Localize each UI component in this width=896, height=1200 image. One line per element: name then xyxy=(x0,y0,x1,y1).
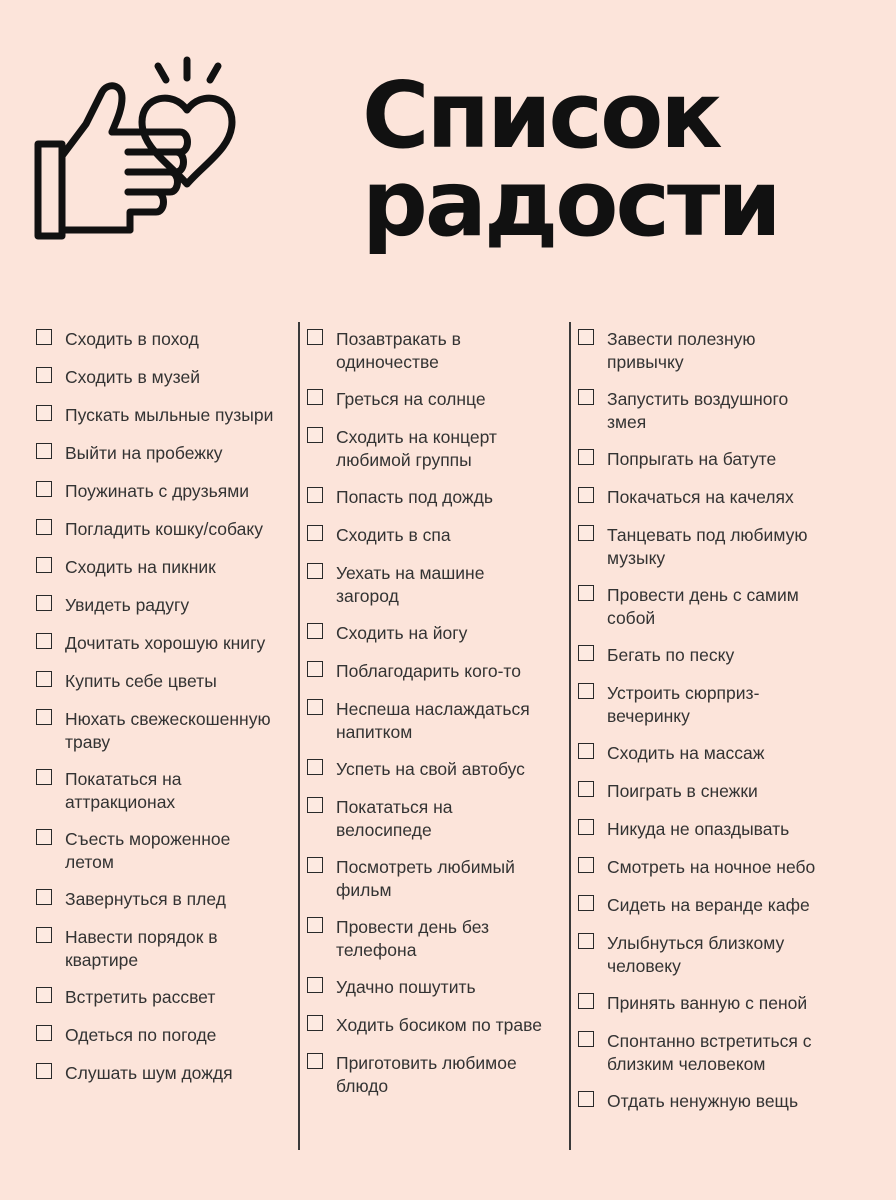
checklist-item-label xyxy=(65,442,223,465)
checkbox[interactable] xyxy=(578,645,594,661)
checkbox[interactable] xyxy=(307,857,323,873)
checkbox[interactable] xyxy=(307,797,323,813)
checkbox[interactable] xyxy=(578,487,594,503)
checklist-item-label xyxy=(65,670,217,693)
checklist-item[interactable] xyxy=(578,856,815,879)
label-line: Успеть на свой автобус xyxy=(336,759,525,779)
checkbox[interactable] xyxy=(36,557,52,573)
label-line: аттракционах xyxy=(65,791,176,812)
label-line: напитком xyxy=(336,721,413,742)
checklist-item[interactable] xyxy=(578,328,756,373)
label-line: Сходить в поход xyxy=(65,329,199,349)
label-line: Поиграть в снежки xyxy=(607,781,758,801)
label-line: Устроить сюрприз- xyxy=(607,683,760,703)
checklist-item[interactable] xyxy=(578,448,776,471)
checkbox[interactable] xyxy=(307,623,323,639)
checklist-item[interactable] xyxy=(307,916,489,961)
checklist-item-label xyxy=(336,328,461,373)
checklist-item-label xyxy=(336,486,493,509)
checklist-item[interactable] xyxy=(578,1090,798,1113)
checklist-item-label xyxy=(336,1052,517,1097)
checklist-item-label xyxy=(65,328,199,351)
checklist-item-label xyxy=(65,366,200,389)
label-line: Поужинать с друзьями xyxy=(65,481,250,501)
label-line: человеку xyxy=(607,955,681,976)
checklist-item[interactable] xyxy=(36,594,189,617)
label-line: Удачно пошутить xyxy=(336,977,476,997)
checkbox[interactable] xyxy=(578,1091,594,1107)
checklist-item[interactable] xyxy=(307,426,497,471)
checklist-item-label xyxy=(336,758,525,781)
checkbox[interactable] xyxy=(36,405,52,421)
checklist-item-label xyxy=(336,388,486,411)
checklist-item[interactable] xyxy=(578,682,759,727)
checkbox[interactable] xyxy=(578,683,594,699)
checkbox[interactable] xyxy=(36,709,52,725)
checklist-item-label xyxy=(607,682,759,727)
checkbox[interactable] xyxy=(578,993,594,1009)
checkbox[interactable] xyxy=(307,1053,323,1069)
thumbs-up-heart-icon xyxy=(30,52,250,252)
label-line: Провести день с самим xyxy=(607,585,799,605)
label-line: одиночестве xyxy=(336,351,439,372)
label-line: Провести день без xyxy=(336,917,490,937)
label-line: Попасть под дождь xyxy=(336,487,493,507)
label-line: Купить себе цветы xyxy=(65,671,217,691)
checklist-item[interactable] xyxy=(307,524,451,547)
checkbox[interactable] xyxy=(578,389,594,405)
checkbox[interactable] xyxy=(578,895,594,911)
label-line: квартире xyxy=(65,949,139,970)
label-line: Греться на солнце xyxy=(336,389,486,409)
checkbox[interactable] xyxy=(307,487,323,503)
checklist-item[interactable] xyxy=(307,562,484,607)
checkbox[interactable] xyxy=(36,987,52,1003)
checklist-item-label xyxy=(65,632,265,655)
checklist-item-label xyxy=(65,888,226,911)
checklist-item-label xyxy=(336,426,497,471)
label-line: любимой группы xyxy=(336,449,472,470)
column-divider-1 xyxy=(298,322,300,1150)
label-line: Пускать мыльные пузыри xyxy=(65,405,274,425)
label-line: Завести полезную xyxy=(607,329,756,349)
checkbox[interactable] xyxy=(36,443,52,459)
checkbox[interactable] xyxy=(36,481,52,497)
checklist-item-label xyxy=(336,856,515,901)
checklist-item[interactable] xyxy=(36,480,249,503)
label-line: привычку xyxy=(607,351,684,372)
checklist-item-label xyxy=(336,698,530,743)
checklist-item[interactable] xyxy=(578,992,807,1015)
checkbox[interactable] xyxy=(578,585,594,601)
checklist-item[interactable] xyxy=(307,486,493,509)
checklist-item-label xyxy=(607,1090,798,1113)
checklist-item-label xyxy=(336,622,467,645)
checklist-item-label xyxy=(607,932,784,977)
label-line: Одеться по погоде xyxy=(65,1025,217,1045)
checklist-item-label xyxy=(607,1030,812,1075)
checklist-item[interactable] xyxy=(578,780,758,803)
checklist-item-label xyxy=(65,480,249,503)
checklist-item-label xyxy=(607,524,807,569)
checklist-item-label xyxy=(336,660,521,683)
checklist-item-label xyxy=(336,1014,542,1037)
checklist-item[interactable] xyxy=(36,670,217,693)
label-line: Танцевать под любимую xyxy=(607,525,808,545)
label-line: Уехать на машине xyxy=(336,563,485,583)
label-line: змея xyxy=(607,411,647,432)
label-line: Запустить воздушного xyxy=(607,389,789,409)
checklist-item-label xyxy=(336,796,452,841)
label-line: Сходить на пикник xyxy=(65,557,216,577)
label-line: Навести порядок в xyxy=(65,927,218,947)
label-line: Выйти на пробежку xyxy=(65,443,223,463)
label-line: Попрыгать на батуте xyxy=(607,449,777,469)
checklist-item[interactable] xyxy=(578,1030,812,1075)
checklist-item[interactable] xyxy=(307,698,530,743)
checklist-item[interactable] xyxy=(578,584,799,629)
checkbox[interactable] xyxy=(307,427,323,443)
label-line: близким человеком xyxy=(607,1053,766,1074)
checkbox[interactable] xyxy=(578,933,594,949)
label-line: велосипеде xyxy=(336,819,432,840)
label-line: блюдо xyxy=(336,1075,389,1096)
checklist-item[interactable] xyxy=(36,556,216,579)
checklist-item-label xyxy=(607,894,810,917)
checkbox[interactable] xyxy=(307,759,323,775)
checklist-item-label xyxy=(607,992,807,1015)
checklist-item[interactable] xyxy=(307,388,486,411)
checklist-item-label xyxy=(65,518,263,541)
checklist-item-label xyxy=(336,562,484,607)
label-line: фильм xyxy=(336,879,392,900)
checkbox[interactable] xyxy=(578,781,594,797)
label-line: Сидеть на веранде кафе xyxy=(607,895,810,915)
checklist-item[interactable] xyxy=(36,926,218,971)
label-line: Отдать ненужную вещь xyxy=(607,1091,799,1111)
checkbox[interactable] xyxy=(36,1063,52,1079)
label-line: Покататься на xyxy=(65,769,182,789)
label-line: телефона xyxy=(336,939,417,960)
checklist-item-label xyxy=(607,644,734,667)
title-line-1: Список xyxy=(362,62,720,169)
label-line: Приготовить любимое xyxy=(336,1053,517,1073)
label-line: Увидеть радугу xyxy=(65,595,190,615)
checklist-item-label xyxy=(607,742,764,765)
label-line: собой xyxy=(607,607,656,628)
checklist-item[interactable] xyxy=(307,1052,517,1097)
checkbox[interactable] xyxy=(307,329,323,345)
label-line: Позавтракать в xyxy=(336,329,461,349)
checklist-item[interactable] xyxy=(36,442,223,465)
checklist-item-label xyxy=(65,1062,233,1085)
checklist-item[interactable] xyxy=(578,894,810,917)
label-line: Нюхать свежескошенную xyxy=(65,709,271,729)
checkbox[interactable] xyxy=(578,525,594,541)
checklist-item-label xyxy=(336,916,489,961)
checklist-item-label xyxy=(65,828,230,873)
checklist-item[interactable] xyxy=(307,758,525,781)
column-divider-2 xyxy=(569,322,571,1150)
checklist-item-label xyxy=(607,780,758,803)
label-line: музыку xyxy=(607,547,666,568)
label-line: Ходить босиком по траве xyxy=(336,1015,542,1035)
checklist-item-label xyxy=(65,594,189,617)
checklist-item[interactable] xyxy=(307,976,476,999)
checkbox[interactable] xyxy=(36,829,52,845)
checkbox[interactable] xyxy=(307,525,323,541)
label-line: Встретить рассвет xyxy=(65,987,216,1007)
checklist-item-label xyxy=(65,926,218,971)
label-line: летом xyxy=(65,851,114,872)
checkbox[interactable] xyxy=(36,519,52,535)
checkbox[interactable] xyxy=(578,329,594,345)
checklist-item[interactable] xyxy=(36,632,265,655)
checklist-item-label xyxy=(65,1024,216,1047)
checkbox[interactable] xyxy=(307,917,323,933)
checklist-item[interactable] xyxy=(36,888,226,911)
checklist-item-label xyxy=(65,708,271,753)
checklist-item[interactable] xyxy=(307,796,452,841)
checkbox[interactable] xyxy=(578,743,594,759)
checklist-item[interactable] xyxy=(578,742,764,765)
label-line: Слушать шум дождя xyxy=(65,1063,233,1083)
checklist-item[interactable] xyxy=(36,708,271,753)
label-line: Сходить на массаж xyxy=(607,743,765,763)
checkbox[interactable] xyxy=(36,633,52,649)
label-line: Погладить кошку/собаку xyxy=(65,519,263,539)
label-line: Дочитать хорошую книгу xyxy=(65,633,266,653)
checklist-item[interactable] xyxy=(307,622,467,645)
checklist-item-label xyxy=(607,328,756,373)
checkbox[interactable] xyxy=(578,1031,594,1047)
checklist-item[interactable] xyxy=(36,328,199,351)
checklist-item-label xyxy=(607,856,815,879)
title-line-2: радости xyxy=(362,150,779,257)
checkbox[interactable] xyxy=(36,769,52,785)
checklist-item-label xyxy=(607,584,799,629)
checklist-item[interactable] xyxy=(36,986,215,1009)
checkbox[interactable] xyxy=(578,857,594,873)
label-line: Посмотреть любимый xyxy=(336,857,515,877)
checklist-item-label xyxy=(607,448,776,471)
label-line: Поблагодарить кого-то xyxy=(336,661,521,681)
checkbox[interactable] xyxy=(36,927,52,943)
checkbox[interactable] xyxy=(307,1015,323,1031)
checkbox[interactable] xyxy=(36,671,52,687)
label-line: Улыбнуться близкому xyxy=(607,933,785,953)
checklist-item-label xyxy=(607,818,789,841)
checkbox[interactable] xyxy=(307,389,323,405)
label-line: Сходить в музей xyxy=(65,367,200,387)
checklist-item[interactable] xyxy=(578,818,789,841)
checkbox[interactable] xyxy=(578,449,594,465)
checkbox[interactable] xyxy=(36,889,52,905)
checklist-item-label xyxy=(65,768,181,813)
label-line: вечеринку xyxy=(607,705,690,726)
checkbox[interactable] xyxy=(307,661,323,677)
label-line: Съесть мороженное xyxy=(65,829,231,849)
label-line: Покачаться на качелях xyxy=(607,487,794,507)
checklist-item[interactable] xyxy=(578,486,794,509)
checklist-item[interactable] xyxy=(307,856,515,901)
label-line: Смотреть на ночное небо xyxy=(607,857,816,877)
label-line: загород xyxy=(336,585,399,606)
label-line: Сходить в спа xyxy=(336,525,451,545)
checkbox[interactable] xyxy=(307,563,323,579)
checklist-item[interactable] xyxy=(307,660,521,683)
page-title xyxy=(362,62,779,257)
checkbox[interactable] xyxy=(307,699,323,715)
checklist-item[interactable] xyxy=(36,768,181,813)
checklist-item-label xyxy=(65,556,216,579)
checklist-item-label xyxy=(65,404,273,427)
checkbox[interactable] xyxy=(36,329,52,345)
checkbox[interactable] xyxy=(36,367,52,383)
checklist-item[interactable] xyxy=(36,1062,233,1085)
checklist-item[interactable] xyxy=(36,1024,216,1047)
checklist-item-label xyxy=(65,986,215,1009)
checklist-item[interactable] xyxy=(36,828,230,873)
label-line: Завернуться в плед xyxy=(65,889,226,909)
label-line: Принять ванную с пеной xyxy=(607,993,808,1013)
checklist-item[interactable] xyxy=(36,366,200,389)
label-line: Никуда не опаздывать xyxy=(607,819,790,839)
checklist-item-label xyxy=(336,976,476,999)
label-line: Сходить на концерт xyxy=(336,427,497,447)
checklist-item[interactable] xyxy=(307,1014,542,1037)
checklist-item[interactable] xyxy=(36,518,263,541)
checklist-item[interactable] xyxy=(578,388,788,433)
checklist-item-label xyxy=(607,388,788,433)
checklist-item[interactable] xyxy=(307,328,461,373)
label-line: Сходить на йогу xyxy=(336,623,468,643)
checklist-item[interactable] xyxy=(36,404,273,427)
checklist-item-label xyxy=(336,524,451,547)
label-line: Неспеша наслаждаться xyxy=(336,699,530,719)
label-line: Покататься на xyxy=(336,797,453,817)
checklist-item-label xyxy=(607,486,794,509)
checkbox[interactable] xyxy=(307,977,323,993)
checklist-item[interactable] xyxy=(578,644,734,667)
checkbox[interactable] xyxy=(36,595,52,611)
checkbox[interactable] xyxy=(36,1025,52,1041)
checklist-item[interactable] xyxy=(578,932,784,977)
checkbox[interactable] xyxy=(578,819,594,835)
label-line: Бегать по песку xyxy=(607,645,735,665)
checklist-item[interactable] xyxy=(578,524,807,569)
label-line: траву xyxy=(65,731,111,752)
label-line: Спонтанно встретиться с xyxy=(607,1031,812,1051)
